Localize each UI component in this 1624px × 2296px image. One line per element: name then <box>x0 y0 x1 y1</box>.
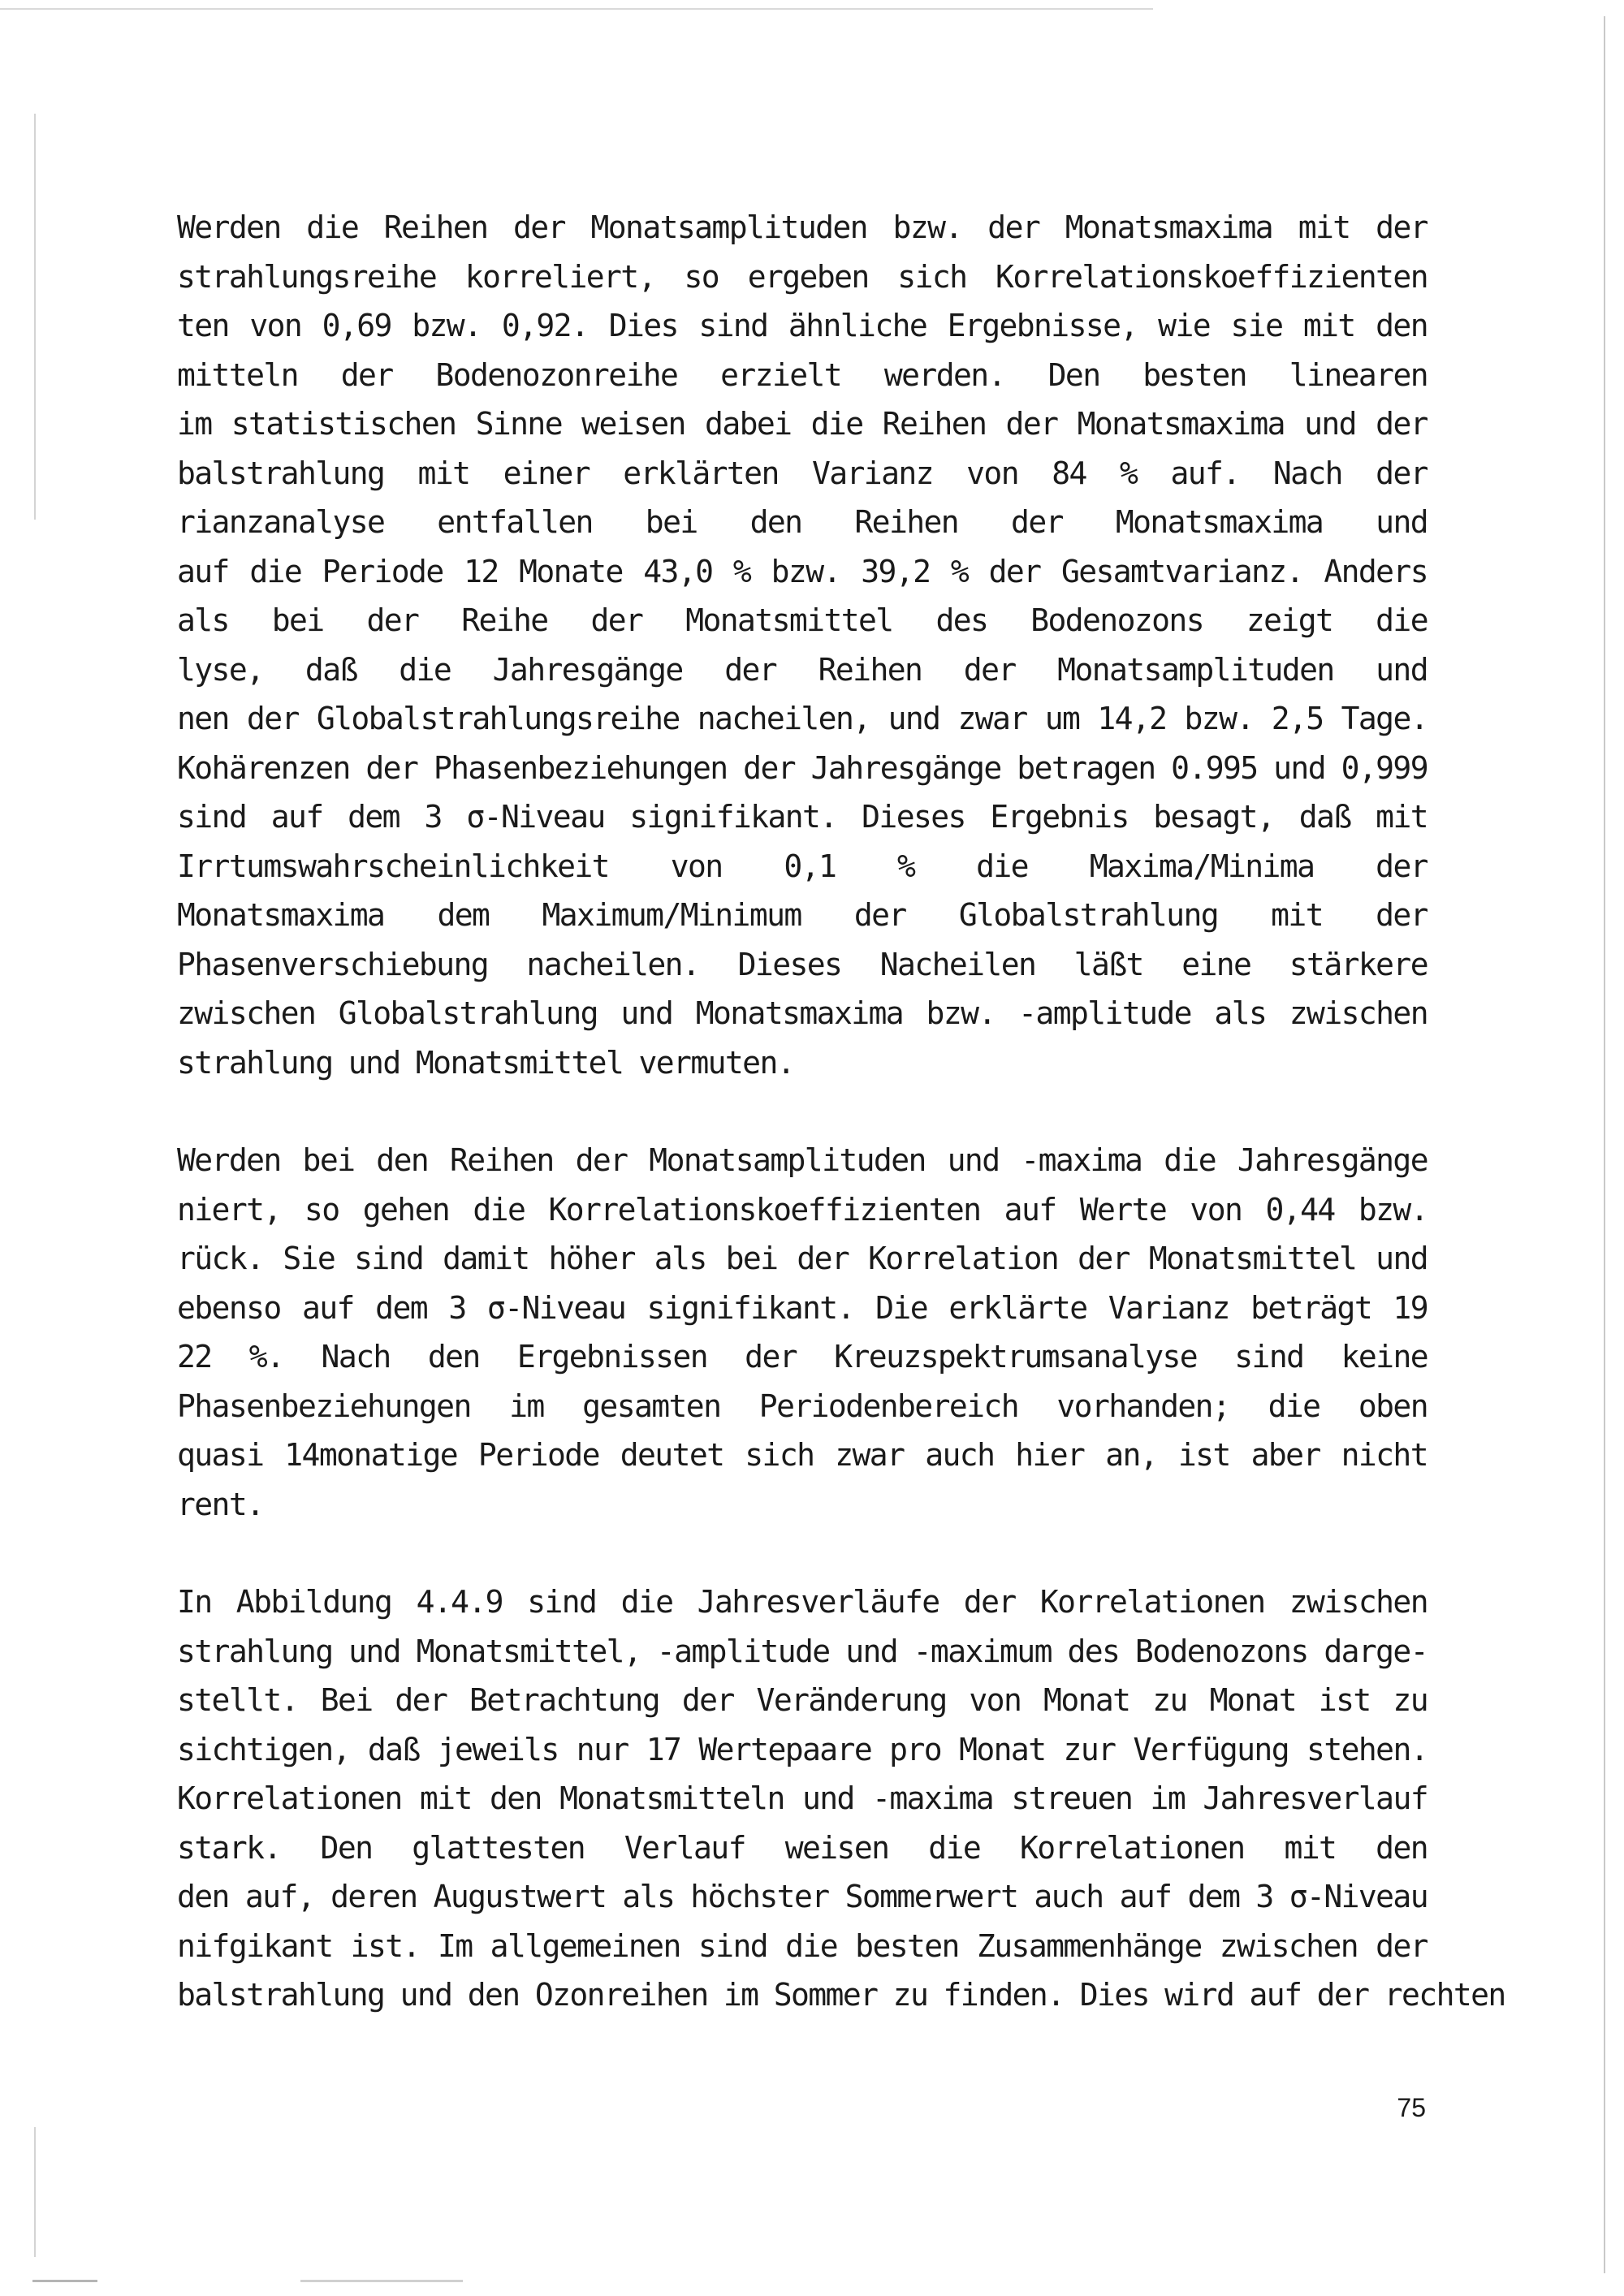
scan-edge-left-lower <box>34 2127 36 2257</box>
text-line: Kohärenzen der Phasenbeziehungen der Jahresgänge betragen 0.995 und 0,999 <box>177 749 1427 786</box>
scan-edge-top <box>0 8 1153 10</box>
text-line: den auf, deren Augustwert als höchster Sommerwert auch auf dem 3 σ-Niveau <box>177 1879 1427 1914</box>
text-line: 22 %. Nach den Ergebnissen der Kreuzspektrumsanalyse sind keine <box>177 1339 1427 1375</box>
text-line: Monatsmaxima dem Maximum/Minimum der Globalstrahlung mit der <box>177 897 1427 933</box>
text-line: Phasenverschiebung nacheilen. Dieses Nacheilen läßt eine stärkere <box>177 946 1427 982</box>
text-line: nifgikant ist. Im allgemeinen sind die besten Zusammenhänge zwischen der <box>177 1927 1427 1964</box>
text-line: rent. <box>177 1486 264 1522</box>
text-line: zwischen Globalstrahlung und Monatsmaxima bzw. -amplitude als zwischen <box>177 995 1427 1031</box>
paragraph-2 <box>177 1136 1427 1529</box>
text-line: sichtigen, daß jeweils nur 17 Wertepaare pro Monat zur Verfügung stehen. <box>177 1731 1427 1767</box>
text-line: Phasenbeziehungen im gesamten Periodenbereich vorhanden; die oben <box>177 1388 1427 1424</box>
text-line: Werden die Reihen der Monatsamplituden bzw. der Monatsmaxima mit der <box>177 209 1427 245</box>
scan-edge-left <box>34 114 36 520</box>
text-line: balstrahlung und den Ozonreihen im Sommer zu finden. Dies wird auf der rechten <box>177 1977 1505 2013</box>
text-line: rück. Sie sind damit höher als bei der Korrelation der Monatsmittel und <box>177 1241 1427 1276</box>
page-number: 75 <box>1397 2093 1426 2122</box>
text-line: als bei der Reihe der Monatsmittel des Bodenozons zeigt die <box>177 602 1427 638</box>
text-line: lyse, daß die Jahresgänge der Reihen der Monatsamplituden und <box>177 651 1427 688</box>
scan-edge-bottom <box>32 2280 97 2282</box>
text-line: Korrelationen mit den Monatsmitteln und -maxima streuen im Jahresverlauf <box>177 1780 1427 1816</box>
text-line: strahlung und Monatsmittel vermuten. <box>177 1044 795 1081</box>
text-line: mitteln der Bodenozonreihe erzielt werden. Den besten linearen <box>177 356 1427 393</box>
text-line: niert, so gehen die Korrelationskoeffizienten auf Werte von 0,44 bzw. <box>177 1191 1427 1228</box>
paragraph-3 <box>177 1577 1505 2020</box>
text-line: In Abbildung 4.4.9 sind die Jahresverläufe der Korrelationen zwischen <box>177 1584 1427 1620</box>
paragraph-1 <box>177 203 1427 1087</box>
text-line: sind auf dem 3 σ-Niveau signifikant. Dieses Ergebnis besagt, daß mit <box>177 799 1427 835</box>
text-line: Werden bei den Reihen der Monatsamplituden und -maxima die Jahresgänge <box>177 1142 1427 1178</box>
body-text <box>177 203 1505 2069</box>
text-line: rianzanalyse entfallen bei den Reihen der Monatsmaxima und <box>177 504 1427 540</box>
text-line: im statistischen Sinne weisen dabei die Reihen der Monatsmaxima und der <box>177 406 1427 442</box>
text-line: strahlung und Monatsmittel, -amplitude und -maximum des Bodenozons darge- <box>177 1633 1427 1669</box>
text-line: strahlungsreihe korreliert, so ergeben sich Korrelationskoeffizienten <box>177 258 1427 295</box>
text-line: ebenso auf dem 3 σ-Niveau signifikant. Die erklärte Varianz beträgt 19 <box>177 1289 1427 1326</box>
text-line: stellt. Bei der Betrachtung der Veränderung von Monat zu Monat ist zu <box>177 1682 1427 1718</box>
text-line: nen der Globalstrahlungsreihe nacheilen, und zwar um 14,2 bzw. 2,5 Tage. <box>177 701 1427 736</box>
text-line: ten von 0,69 bzw. 0,92. Dies sind ähnliche Ergebnisse, wie sie mit den <box>177 308 1427 343</box>
text-line: balstrahlung mit einer erklärten Varianz von 84 % auf. Nach der <box>177 455 1427 491</box>
text-line: Irrtumswahrscheinlichkeit von 0,1 % die Maxima/Minima der <box>177 848 1427 884</box>
text-line: auf die Periode 12 Monate 43,0 % bzw. 39,2 % der Gesamtvarianz. Anders <box>177 553 1427 589</box>
scan-edge-bottom-2 <box>300 2280 463 2282</box>
text-line: stark. Den glattesten Verlauf weisen die Korrelationen mit den <box>177 1829 1427 1866</box>
scan-edge-right <box>1604 16 1605 2273</box>
text-line: quasi 14monatige Periode deutet sich zwar auch hier an, ist aber nicht <box>177 1437 1427 1473</box>
